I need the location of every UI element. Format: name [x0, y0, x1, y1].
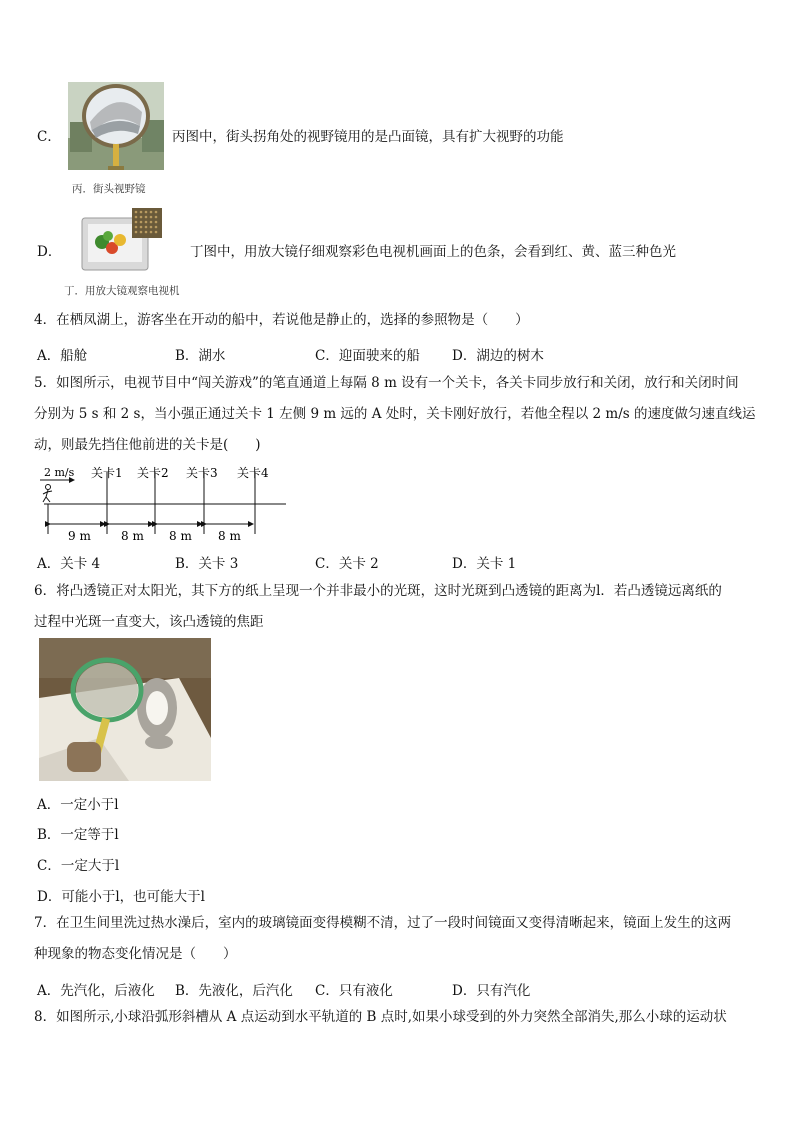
q5-line-1: 5．如图所示，电视节目中“闯关游戏”的笔直通道上每隔 8 m 设有一个关卡，各关卡同步放行和关闭，放行和关闭时间: [34, 375, 739, 391]
q5-option-d: D．关卡 1: [452, 556, 517, 572]
q6-line-1: 6．将凸透镜正对太阳光，其下方的纸上呈现一个并非最小的光斑，这时光斑到凸透镜的距离为l．若凸透镜远离纸的: [34, 583, 722, 599]
q6-line-2: 过程中光斑一直变大，该凸透镜的焦距: [34, 614, 264, 630]
gate-1-label: 关卡1: [91, 466, 123, 480]
tv-magnifier-image: [80, 208, 162, 274]
gate-3-label: 关卡3: [186, 466, 218, 480]
option-c-text: 丙图中，街头拐角处的视野镜用的是凸面镜，具有扩大视野的功能: [172, 129, 564, 145]
distance-label-3: 8 m: [169, 529, 192, 543]
q7-option-a: A．先汽化，后液化: [37, 983, 155, 999]
q4-option-c: C．迎面驶来的船: [315, 348, 420, 364]
distance-label-2: 8 m: [121, 529, 144, 543]
distance-label-4: 8 m: [218, 529, 241, 543]
q7-line-2: 种现象的物态变化情况是（ ）: [34, 946, 237, 962]
q5-option-a: A．关卡 4: [37, 556, 101, 572]
street-mirror-image: [68, 82, 164, 170]
q7-option-c: C．只有液化: [315, 983, 393, 999]
q7-line-1: 7．在卫生间里洗过热水澡后，室内的玻璃镜面变得模糊不清，过了一段时间镜面又变得清晰起来，镜面上发生的这两: [34, 915, 732, 931]
q6-option-c: C．一定大于l: [37, 858, 120, 874]
runner-icon: [43, 485, 52, 503]
gate-4-label: 关卡4: [237, 466, 269, 480]
q4-option-a: A．船舱: [37, 348, 88, 364]
q6-option-b: B．一定等于l: [37, 827, 119, 843]
q6-option-d: D．可能小于l，也可能大于l: [37, 889, 205, 905]
q6-option-a: A．一定小于l: [37, 797, 119, 813]
q7-option-d: D．只有汽化: [452, 983, 531, 999]
q7-option-b: B．先液化，后汽化: [175, 983, 293, 999]
q8-line-1: 8．如图所示,小球沿弧形斜槽从 A 点运动到水平轨道的 B 点时,如果小球受到的外力突然全部消失,那么小球的运动状: [34, 1009, 727, 1025]
option-c-caption: 丙．街头视野镜: [72, 183, 146, 195]
q5-line-3: 动，则最先挡住他前进的关卡是( ): [34, 437, 261, 453]
distance-label-1: 9 m: [68, 529, 91, 543]
option-d-caption: 丁．用放大镜观察电视机: [64, 285, 180, 297]
q4-option-b: B．湖水: [175, 348, 226, 364]
q4-option-d: D．湖边的树木: [452, 348, 544, 364]
speed-label: 2 m/s: [44, 466, 75, 479]
option-c-letter: C．: [37, 129, 61, 145]
q4-stem: 4．在栖凤湖上，游客坐在开动的船中，若说他是静止的，选择的参照物是（ ）: [34, 312, 529, 328]
q5-line-2: 分别为 5 s 和 2 s，当小强正通过关卡 1 左侧 9 m 远的 A 处时，关卡刚好放行，若他全程以 2 m/s 的速度做匀速直线运: [34, 406, 756, 422]
option-d-text: 丁图中，用放大镜仔细观察彩色电视机画面上的色条，会看到红、黄、蓝三种色光: [190, 244, 676, 260]
gates-diagram: [34, 460, 294, 546]
gate-2-label: 关卡2: [137, 466, 169, 480]
q5-option-b: B．关卡 3: [175, 556, 239, 572]
q5-option-c: C．关卡 2: [315, 556, 379, 572]
lens-photo: [39, 638, 211, 781]
option-d-letter: D．: [37, 244, 62, 260]
